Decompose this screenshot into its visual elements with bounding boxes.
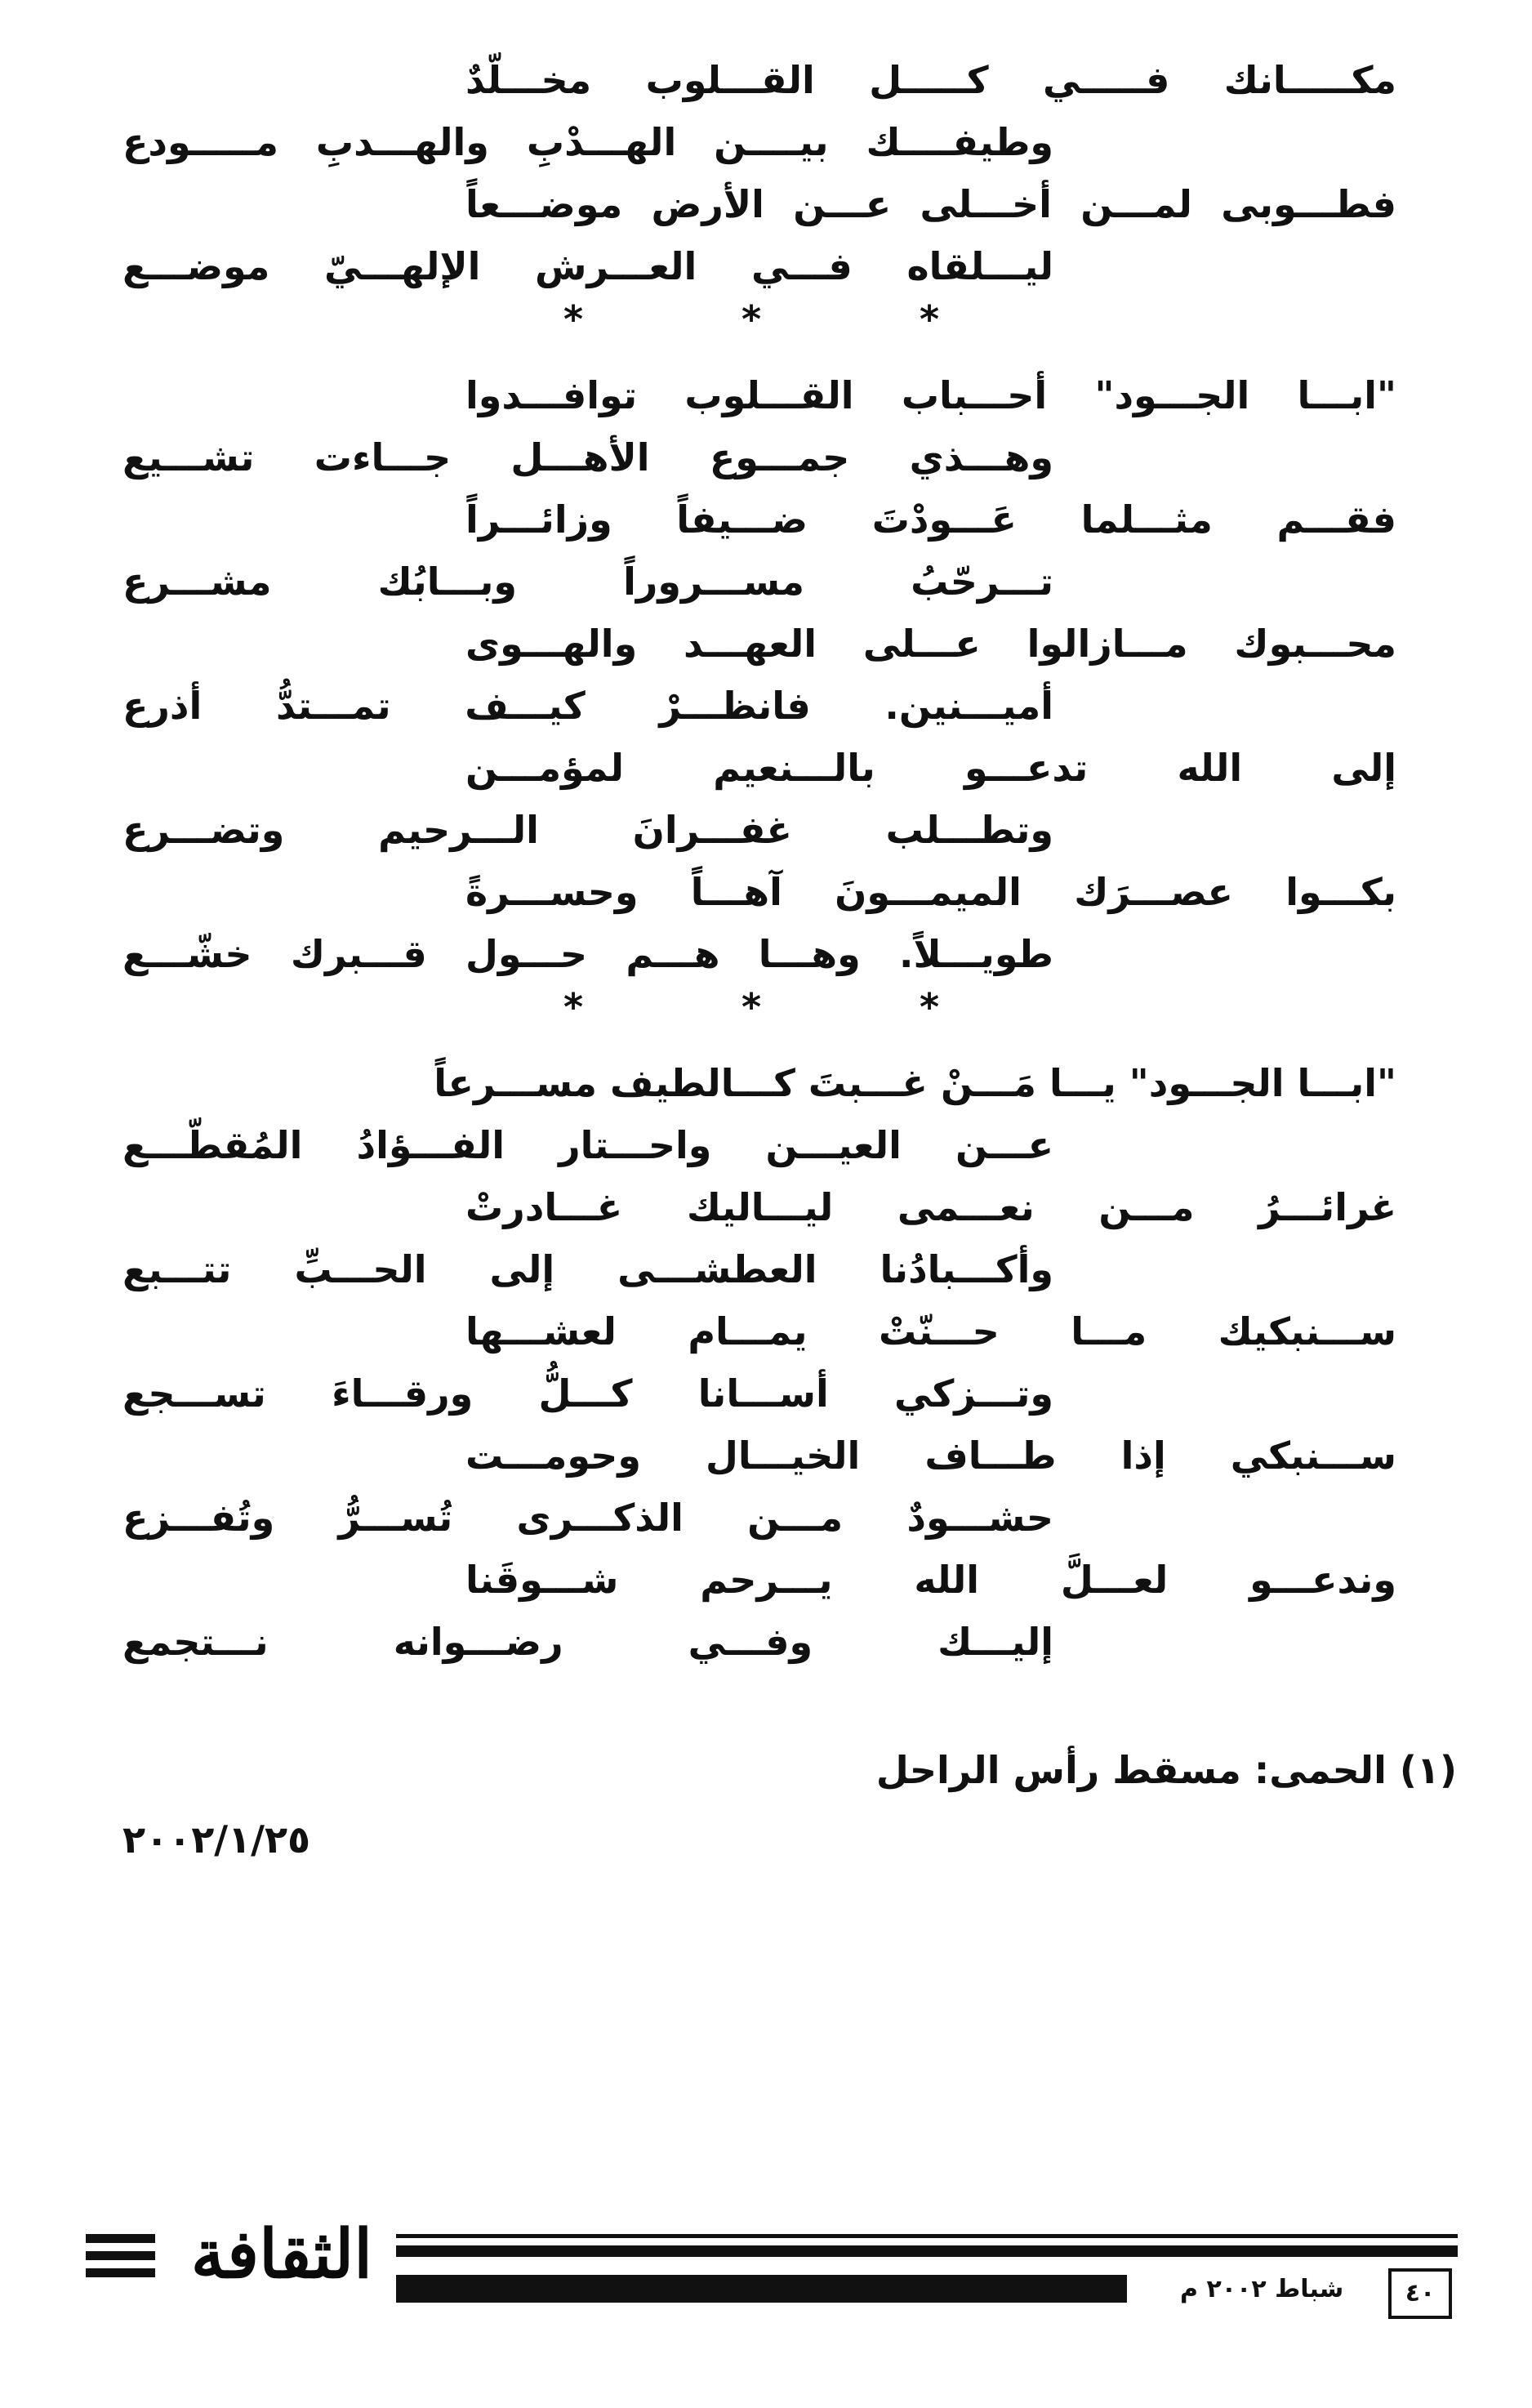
- verse: [122, 551, 1396, 613]
- verse-first-hemistich: "ابـــا الجـــود" يـــا مَـــنْ غـــبتَ كـــالطيف مســـرعاً: [434, 1061, 1396, 1105]
- verse: [122, 426, 1396, 488]
- verse-first-hemistich: إلى الله تدعـــو بالـــنعيم لمؤمـــن: [465, 746, 1396, 790]
- date: ٢٠٠٢/١/٢٥: [122, 1817, 311, 1862]
- verse: [122, 799, 1396, 861]
- verse: [122, 1425, 1396, 1487]
- asterisk: *: [563, 985, 584, 1029]
- verse: [122, 613, 1396, 675]
- poem: [122, 49, 1396, 1673]
- footer-bar: [396, 2275, 1127, 2303]
- verse: [122, 861, 1396, 923]
- asterisk: *: [563, 297, 584, 341]
- verse: [122, 173, 1396, 235]
- verse: [122, 1300, 1396, 1362]
- verse: [122, 235, 1396, 297]
- verse-second-hemistich: ليـــلقاه فـــي العـــرش الإلهـــيّ موضـــع: [122, 244, 1053, 288]
- stanza-divider: [122, 985, 1396, 1034]
- verse-first-hemistich: "ابـــا الجـــود" أحـــباب القـــلوب توافـــدوا: [465, 373, 1396, 417]
- page-number: ٤٠: [1388, 2268, 1452, 2319]
- verse-second-hemistich: وتطـــلب غفـــرانَ الـــرحيم وتضـــرع: [122, 808, 1053, 852]
- verse: [122, 1176, 1396, 1238]
- verse-first-hemistich: غرائـــرُ مـــن نعـــمى ليـــاليك غـــادرتْ: [465, 1185, 1396, 1229]
- verse: [122, 111, 1396, 173]
- asterisk: *: [741, 297, 762, 341]
- verse-first-hemistich: محـــبوك مـــازالوا عـــلى العهـــد والهـــوى: [465, 622, 1396, 666]
- footer-rule: [396, 2245, 1458, 2257]
- footer-rule: [396, 2234, 1458, 2238]
- verse-second-hemistich: وتـــزكي أســـانا كـــلُّ ورقـــاءَ تســـجع: [122, 1371, 1053, 1416]
- footnote: (١) الحمى: مسقط رأس الراحل: [875, 1748, 1457, 1792]
- verse-first-hemistich: ســـنبكيك مـــا حـــنّتْ يمـــام لعشـــها: [465, 1309, 1396, 1353]
- verse: [122, 1238, 1396, 1300]
- verse-second-hemistich: طويـــلاً. وهـــا هـــم حـــول قـــبرك خشّـــع: [122, 932, 1053, 976]
- verse: [122, 1549, 1396, 1611]
- verse-first-hemistich: بكـــوا عصـــرَك الميمـــونَ آهـــاً وحســـرةً: [465, 870, 1396, 914]
- verse-second-hemistich: وطيفــــك بيــــن الهـــدْبِ والهـــدبِ مـــــودع: [122, 120, 1053, 164]
- verse-first-hemistich: فطـــوبى لمـــن أخـــلى عـــن الأرض موضـــعاً: [465, 182, 1396, 226]
- decorative-bars: [86, 2234, 155, 2285]
- magazine-logo: الثقافة: [190, 2215, 373, 2294]
- asterisk: *: [741, 985, 762, 1029]
- verse: [122, 364, 1396, 426]
- verse: [122, 1052, 1396, 1114]
- verse: [122, 1487, 1396, 1549]
- verse-second-hemistich: حشـــودٌ مـــن الذكـــرى تُســـرُّ وتُفـــزع: [122, 1496, 1053, 1540]
- verse-first-hemistich: مكـــــانك فـــــي كـــــل القـــلوب مخـــلّدٌ: [465, 58, 1396, 102]
- verse-second-hemistich: عـــن العيـــن واحـــتار الفـــؤادُ المُقطّـــع: [122, 1123, 1053, 1167]
- issue-date: شباط ٢٠٠٢ م: [1180, 2275, 1344, 2303]
- verse-first-hemistich: وندعـــو لعـــلَّ الله يـــرحم شـــوقَنا: [465, 1558, 1396, 1602]
- verse: [122, 1611, 1396, 1673]
- verse-second-hemistich: إليـــك وفـــي رضـــوانه نـــتجمع: [122, 1620, 1053, 1664]
- verse-first-hemistich: فقـــم مثـــلما عَـــودْتَ ضـــيفاً وزائـــراً: [465, 497, 1396, 542]
- verse: [122, 675, 1396, 737]
- verse: [122, 923, 1396, 985]
- verse-first-hemistich: ســـنبكي إذا طـــاف الخيـــال وحومـــت: [465, 1434, 1396, 1478]
- verse: [122, 49, 1396, 111]
- asterisk: *: [919, 985, 939, 1029]
- verse: [122, 737, 1396, 799]
- verse-second-hemistich: أميـــنين. فانظـــرْ كيـــف تمـــتدُّ أذرع: [122, 684, 1053, 728]
- verse-second-hemistich: وهـــذي جمـــوع الأهـــل جـــاءت تشـــيع: [122, 435, 1053, 479]
- verse-second-hemistich: وأكـــبادُنا العطشـــى إلى الحـــبِّ تتـــبع: [122, 1247, 1053, 1291]
- asterisk: *: [919, 297, 939, 341]
- page-footer: [86, 2210, 1458, 2328]
- verse: [122, 1114, 1396, 1176]
- verse-second-hemistich: تـــرحّبُ مســـروراً وبـــابُك مشـــرع: [122, 560, 1053, 604]
- verse: [122, 488, 1396, 551]
- stanza-divider: [122, 297, 1396, 346]
- verse: [122, 1362, 1396, 1425]
